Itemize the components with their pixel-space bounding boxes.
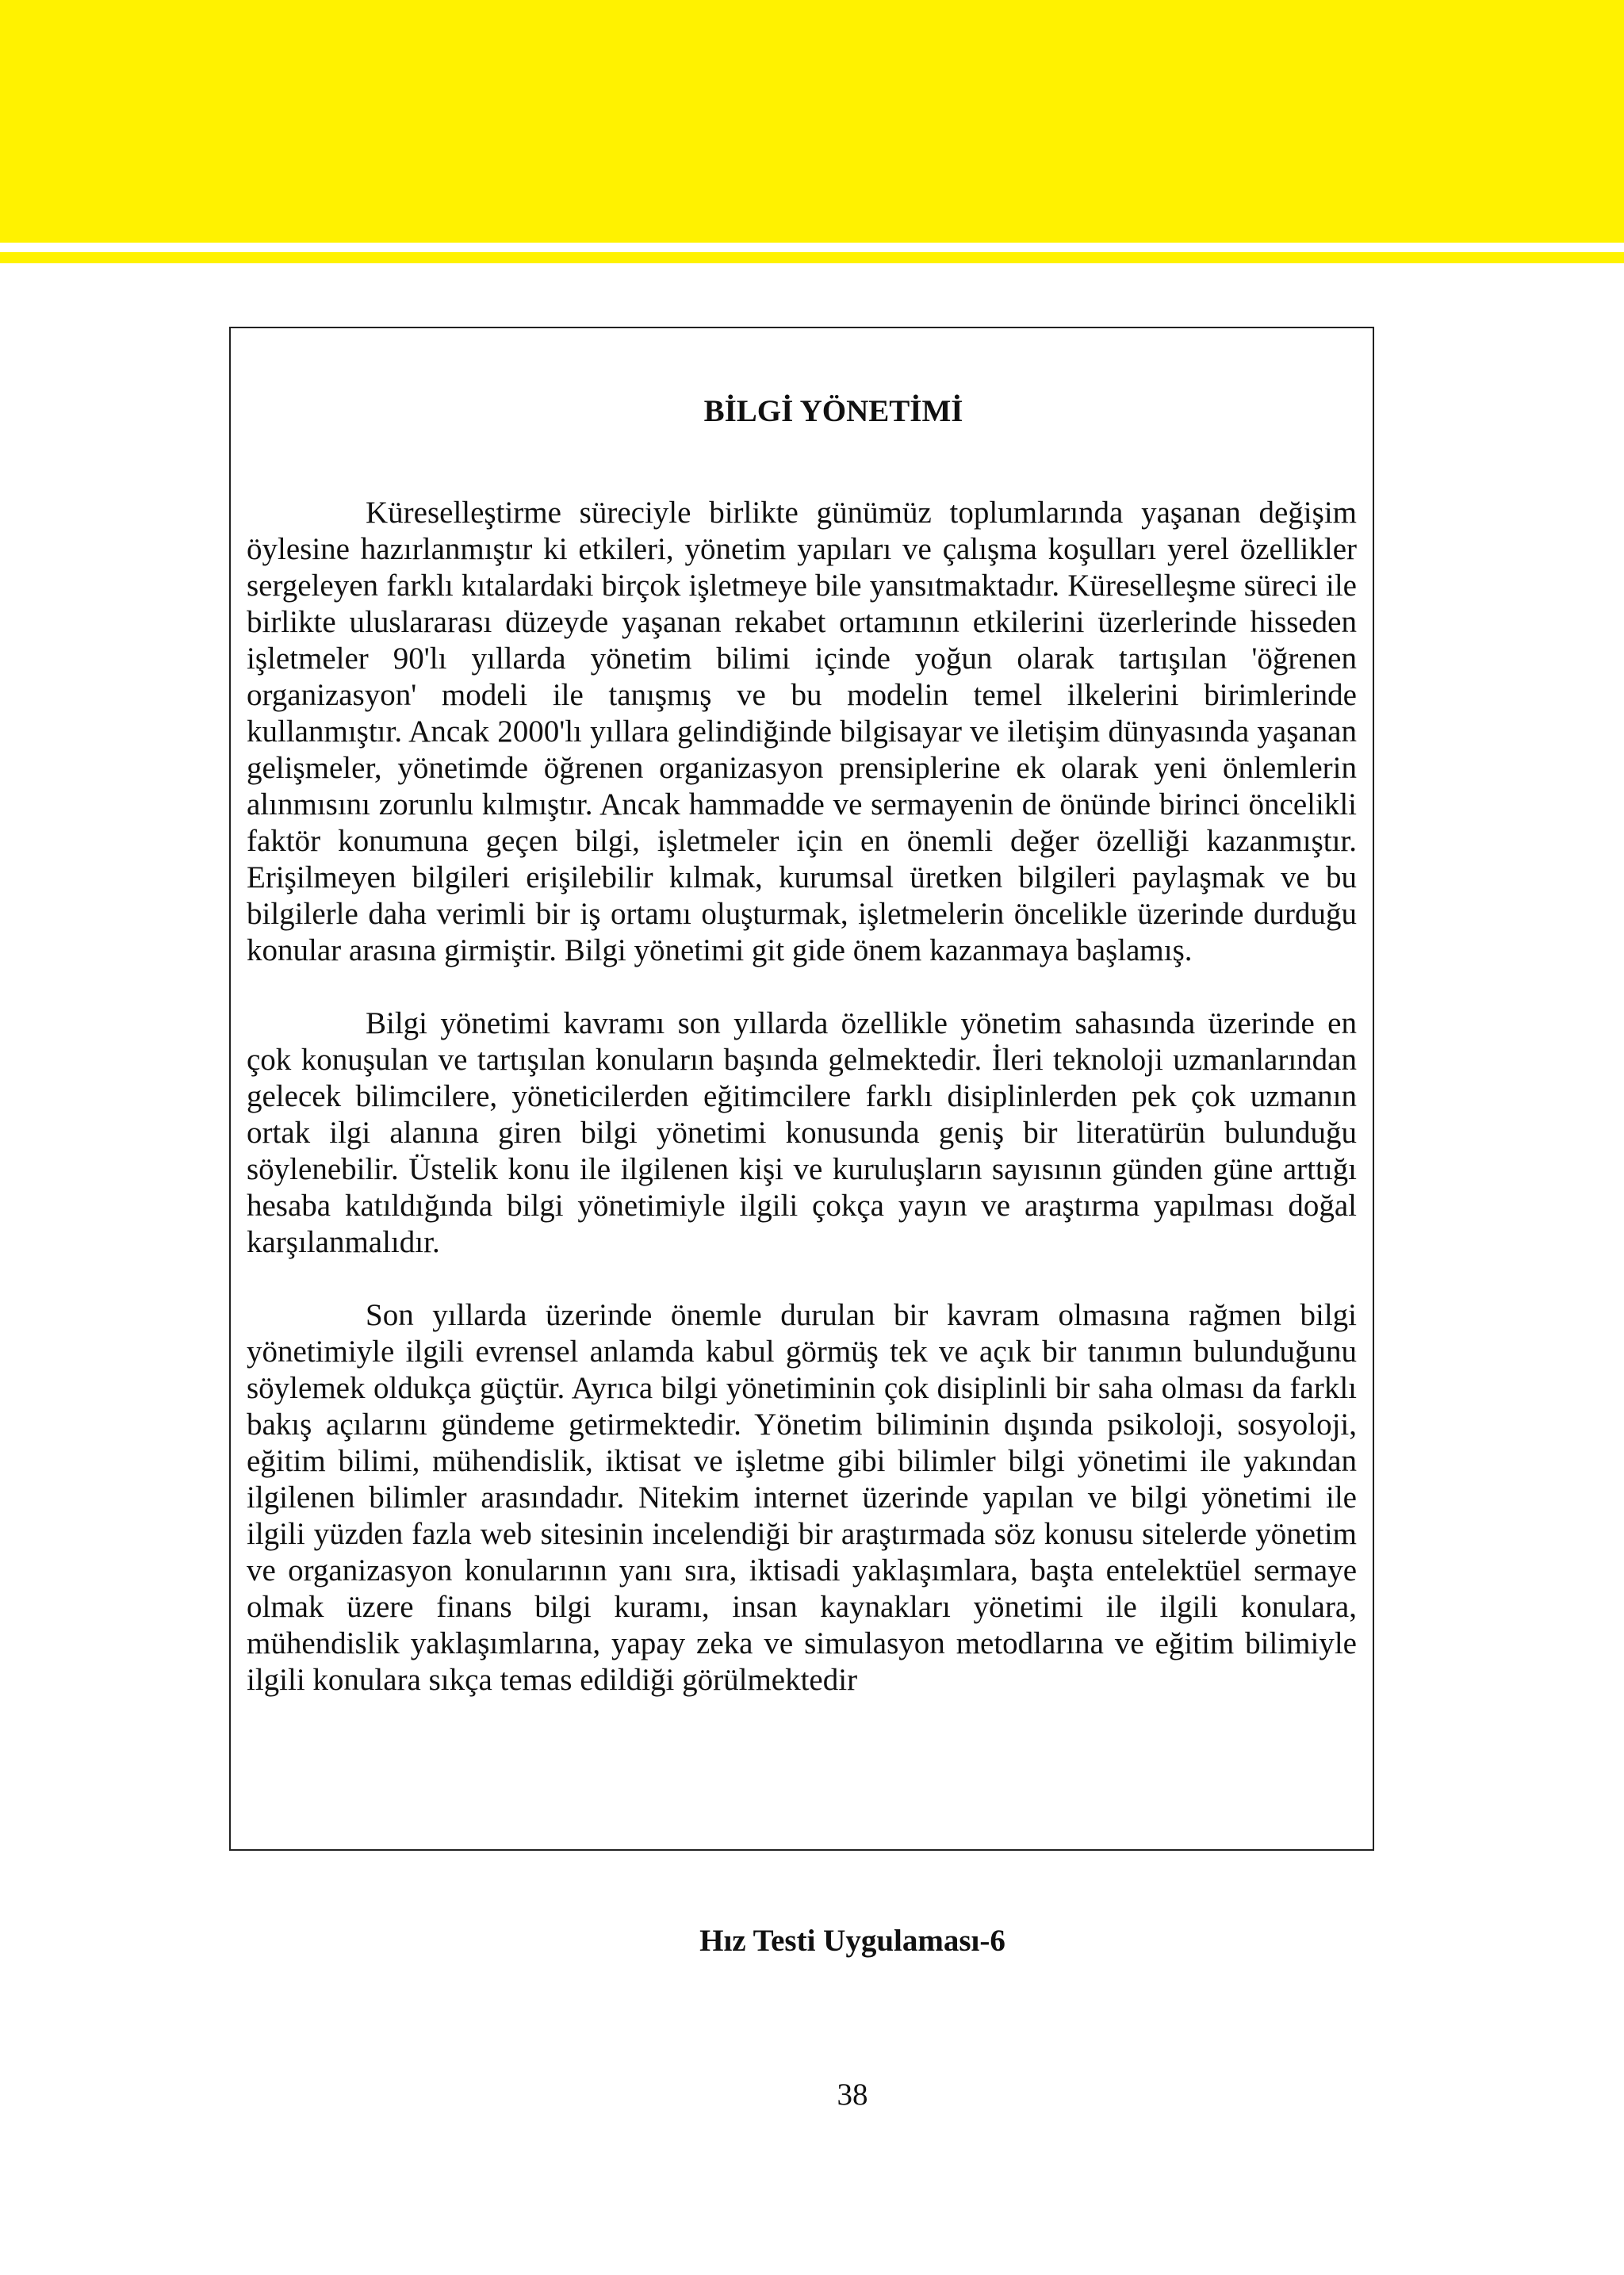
header-band — [0, 0, 1624, 243]
paragraph-2: Bilgi yönetimi kavramı son yıllarda özellikle yönetim sahasında üzerinde en çok konuşulan ve tartışılan konuların başında gelmektedir. İleri teknoloji uzmanlarından gelecek bilimcilere, yöneticilerden eğitimcilere farklı disiplinlerden pek çok uzmanın ortak ilgi alanına giren bilgi yönetimi konusunda geniş bir literatürün bulunduğu söylenebilir. Üstelik konu ile ilgilenen kişi ve kuruluşların sayısının günden güne arttığı hesaba katıldığında bilgi yönetimiyle ilgili çokça yayın ve araştırma yapılması doğal karşılanmalıdır. — [247, 1006, 1357, 1259]
page-number: 38 — [837, 2078, 868, 2112]
text-title: BİLGİ YÖNETİMİ — [703, 394, 963, 428]
reading-text-box — [229, 327, 1374, 1851]
paragraph-3: Son yıllarda üzerinde önemle durulan bir kavram olmasına rağmen bilgi yönetimiyle ilgili evrensel anlamda kabul görmüş tek ve açık bir tanımın bulunduğunu söylemek oldukça güçtür. Ayrıca bilgi yönetiminin çok disiplinli bir saha olması da farklı bakış açılarını gündeme getirmektedir. Yönetim biliminin dışında psikoloji, sosyoloji, eğitim bilimi, mühendislik, iktisat ve işletme gibi bilimler bilgi yönetimi ile yakından ilgilenen bilimler arasındadır. Nitekim internet üzerinde yapılan ve bilgi yönetimi ile ilgili yüzden fazla web sitesinin incelendiği bir araştırmada söz konusu sitelerde yönetim ve organizasyon konularının yanı sıra, iktisadi yaklaşımlara, başta entelektüel sermaye olmak üzere finans bilgi kuramı, insan kaynakları yönetimi ile ilgili konulara, mühendislik yaklaşımlarına, yapay zeka ve simulasyon metodlarına ve eğitim bilimiyle ilgili konulara sıkça temas edildiği görülmektedir — [247, 1298, 1357, 1697]
header-stripe — [0, 252, 1624, 263]
paragraph-1: Küreselleştirme süreciyle birlikte günümüz toplumlarında yaşanan değişim öylesine hazırlanmıştır ki etkileri, yönetim yapıları ve çalışma koşulları yerel özellikler sergeleyen farklı kıtalardaki birçok işletmeye bile yansıtmaktadır. Küreselleşme süreci ile birlikte uluslararası düzeyde yaşanan rekabet ortamının etkilerini üzerlerinde hisseden işletmeler 90'lı yıllarda yönetim bilimi içinde yoğun olarak tartışılan 'öğrenen organizasyon' modeli ile tanışmış ve bu modelin temel ilkelerini birimlerinde kullanmıştır. Ancak 2000'lı yıllara gelindiğinde bilgisayar ve iletişim dünyasında yaşanan gelişmeler, yönetimde öğrenen organizasyon prensiplerine ek olarak yeni önlemlerin alınmısını zorunlu kılmıştır. Ancak hammadde ve sermayenin de önünde birinci öncelikli faktör konumuna geçen bilgi, işletmeler için en önemli değer özelliği kazanmıştır. Erişilmeyen bilgileri erişilebilir kılmak, kurumsal üretken bilgileri paylaşmak ve bu bilgilerle daha verimli bir iş ortamı oluşturmak, işletmelerin öncelikle üzerinde durduğu konular arasına girmiştir. Bilgi yönetimi git gide önem kazanmaya başlamış. — [247, 496, 1357, 967]
section-caption: Hız Testi Uygulaması-6 — [699, 1924, 1005, 1958]
